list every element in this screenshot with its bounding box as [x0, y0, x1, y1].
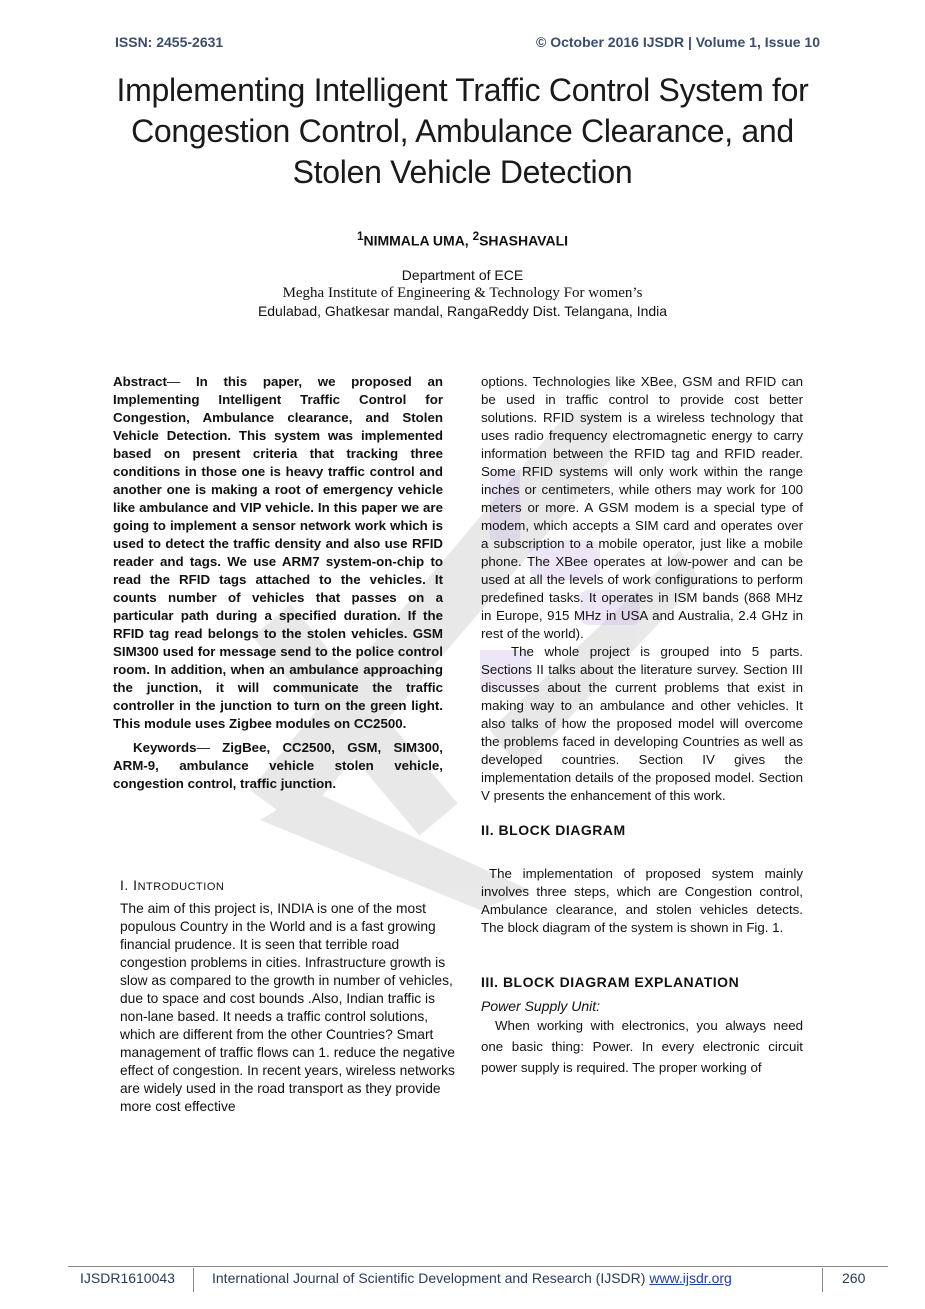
- introduction-text: [120, 900, 465, 1116]
- section-2-heading: II. BLOCK DIAGRAM: [481, 822, 626, 838]
- address: Edulabad, Ghatkesar mandal, RangaReddy Dist. Telangana, India: [257, 303, 668, 319]
- left-column: [113, 373, 443, 793]
- affiliation: [0, 266, 925, 320]
- footer-paper-id: IJSDR1610043: [80, 1270, 175, 1286]
- title-line-1: Implementing Intelligent Traffic Control System for: [116, 72, 809, 108]
- section-3-heading: III. BLOCK DIAGRAM EXPLANATION: [481, 974, 740, 990]
- keywords: [113, 739, 443, 793]
- footer-journal-name: International Journal of Scientific Development and Research (IJSDR): [212, 1270, 650, 1286]
- abstract-label: Abstract: [113, 374, 167, 389]
- power-supply-subheading: Power Supply Unit:: [481, 998, 601, 1014]
- introduction-heading: [120, 877, 224, 893]
- institute: Megha Institute of Engineering & Technology For women’s: [282, 285, 643, 301]
- authors: [0, 230, 925, 249]
- page-number: 260: [842, 1270, 866, 1286]
- abstract: [113, 373, 443, 733]
- section-3-text: When working with electronics, you always need one basic thing: Power. In every electronic circuit power supply is required. The proper working of: [481, 1018, 803, 1075]
- author2-marker: 2: [472, 230, 480, 243]
- author1: NIMMALA UMA,: [363, 232, 473, 249]
- intro-paragraph: The aim of this project is, INDIA is one of the most populous Country in the World and is a fast growing financial prudence. It is seen that terrible road congestion problems in cities. Infrastructure growth is slow as compared to the growth in number of vehicles, due to space and cost bounds .Also, Indian traffic is non-lane based. It needs a traffic control solutions, which are different from the other Countries? Smart management of traffic flows can 1. reduce the negative effect of congestion. In recent years, wireless networks are widely used in the road transport as they provide more cost effective: [120, 901, 455, 1114]
- footer-separator: [822, 1268, 823, 1292]
- intro-heading-rest: NTRODUCTION: [137, 881, 225, 893]
- issue-header: © October 2016 IJSDR | Volume 1, Issue 10: [536, 34, 820, 50]
- journal-website-link[interactable]: www.ijsdr.org: [649, 1270, 732, 1286]
- section-2-text: The implementation of proposed system mainly involves three steps, which are Congestion control, Ambulance clearance, and stolen vehicles detects. The block diagram of the system is shown in Fig. 1.: [481, 866, 803, 935]
- intro-number: I.: [120, 877, 134, 893]
- keywords-text: ZigBee, CC2500, GSM, SIM300, ARM-9, ambulance vehicle stolen vehicle, congestion control, traffic junction.: [113, 740, 443, 791]
- intro-heading-initial: I: [133, 877, 138, 893]
- footer-journal: [212, 1270, 732, 1286]
- footer-separator: [193, 1268, 194, 1292]
- abstract-text: In this paper, we proposed an Implementing Intelligent Traffic Control for Congestion, Ambulance clearance, and Stolen Vehicle Detection. This system was implemented based on present criteria that tracking three conditions in those one is heavy traffic control and another one is making a root of emergency vehicle like ambulance and VIP vehicle. In this paper we are going to implement a sensor network work which is used to detect the traffic density and also use RFID reader and tags. We use ARM7 system-on-chip to read the RFID tags attached to the vehicles. It counts number of vehicles that passes on a particular path during a specified duration. If the RFID tag read belongs to the stolen vehicles. GSM SIM300 used for message send to the police control room. In addition, when an ambulance approaching the junction, it will communicate the traffic controller in the junction to turn on the green light. This module uses Zigbee modules on CC2500.: [113, 374, 443, 731]
- keywords-label: Keywords: [133, 740, 197, 755]
- footer-rule: [68, 1266, 888, 1267]
- title-line-2: Congestion Control, Ambulance Clearance, and: [131, 113, 794, 149]
- department: Department of ECE: [401, 267, 524, 283]
- issn-header: ISSN: 2455-2631: [115, 34, 224, 50]
- right-column: [481, 373, 803, 1078]
- author1-marker: 1: [356, 230, 364, 243]
- author2: SHASHAVALI: [479, 232, 569, 249]
- abstract-dash: —: [166, 374, 196, 389]
- right-para-1: options. Technologies like XBee, GSM and RFID can be used in traffic control to provide cost better solutions. RFID system is a wireless technology that uses radio frequency electromagnetic energy to carry information between the RFID tag and RFID reader. Some RFID systems will only work within the range inches or centimeters, while others may work for 100 meters or more. A GSM modem is a special type of modem, which accepts a SIM card and operates over a subscription to a mobile operator, just like a mobile phone. The XBee operates at low-power and can be used at all the levels of work configurations to perform predefined tasks. It operates in ISM bands (868 MHz in Europe, 915 MHz in USA and Australia, 2.4 GHz in rest of the world).: [481, 374, 803, 641]
- paper-title: [90, 70, 835, 193]
- right-para-2: The whole project is grouped into 5 parts. Sections II talks about the literature survey. Section III discusses about the current problems that exist in making way to an ambulance and other vehicles. It also talks of how the proposed model will overcome the problems faced in developing Countries as well as developed countries. Section IV gives the implementation details of the proposed model. Section V presents the enhancement of this work.: [481, 644, 803, 803]
- title-line-3: Stolen Vehicle Detection: [292, 154, 633, 190]
- keywords-dash: —: [196, 740, 223, 755]
